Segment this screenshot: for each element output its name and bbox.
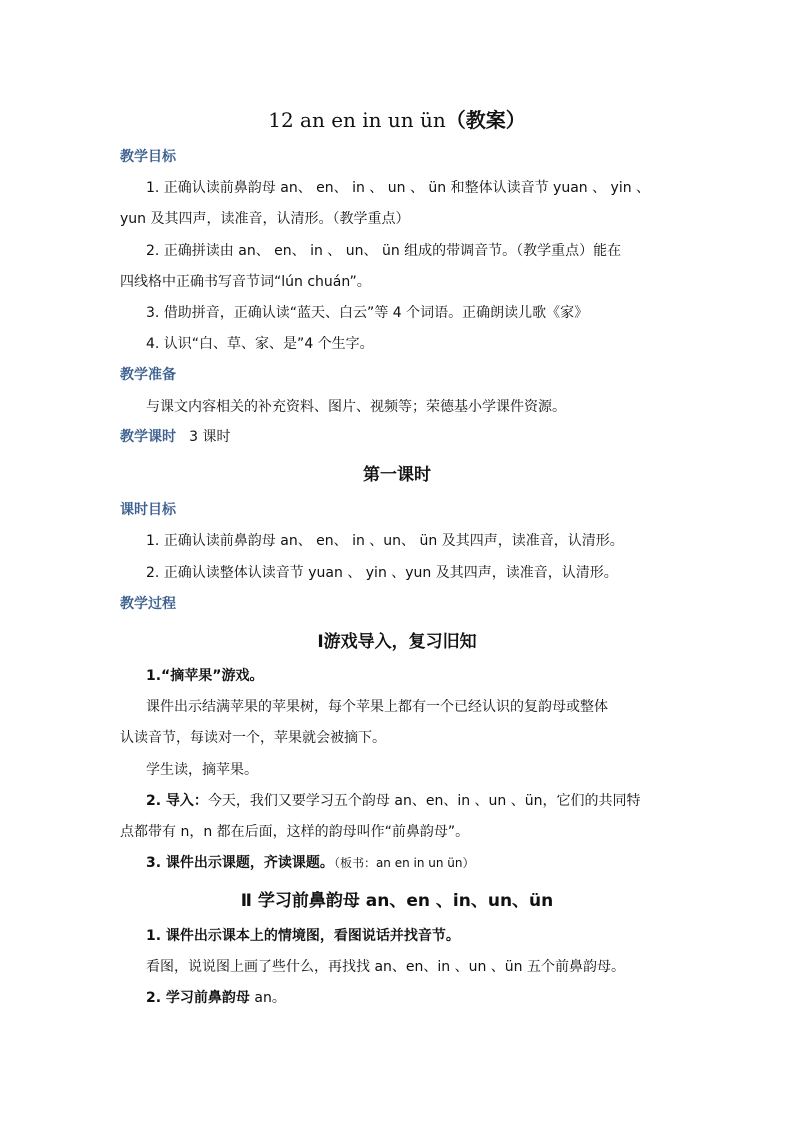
section1-step2-line-2: 点都带有 n，n 都在后面，这样的韵母叫作“前鼻韵母”。: [120, 824, 470, 840]
page-title: [0, 104, 794, 133]
goal-item-3: 3. 借助拼音，正确认读“蓝天、白云”等 4 个词语。正确朗读儿歌《家》: [146, 305, 589, 321]
section1-step1-text-line-1: 课件出示结满苹果的苹果树，每个苹果上都有一个已经认识的复韵母或整体: [146, 699, 608, 715]
hours-heading: 教学课时: [120, 429, 176, 445]
lesson1-title: 第一课时: [363, 465, 431, 485]
lesson1-goals-heading: 课时目标: [120, 502, 176, 518]
section2-step2: [146, 987, 286, 1007]
hours-row: [120, 426, 230, 446]
section1-step2-text: 今天，我们又要学习五个韵母 an、en、in 、un 、ün，它们的共同特: [207, 793, 641, 809]
section2-step2-tail: an。: [249, 990, 286, 1006]
lesson1-goal-1: 1. 正确认读前鼻韵母 an、 en、 in 、un、 ün 及其四声，读准音，认清形。: [146, 533, 624, 549]
lesson1-goal-2: 2. 正确认读整体认读音节 yuan 、 yin 、yun 及其四声，读准音，认清形。: [146, 565, 618, 581]
goals-heading: 教学目标: [120, 149, 176, 165]
section1-step1-text-2: 学生读，摘苹果。: [146, 762, 258, 778]
goal-item-2-line-1: 2. 正确拼读由 an、 en、 in 、 un、 ün 组成的带调音节。（教学重点）能在: [146, 243, 622, 259]
section1-step1-title: 1.“摘苹果”游戏。: [146, 668, 264, 684]
section2-title: Ⅱ 学习前鼻韵母 an、en 、in、un、ün: [240, 891, 554, 911]
process-heading: 教学过程: [120, 596, 176, 612]
section1-step2-line-1: [146, 790, 640, 810]
goal-item-2-line-2: 四线格中正确书写音节词“lún chuán”。: [120, 274, 371, 290]
section2-step1-text: 看图，说说图上画了些什么，再找找 an、en、in 、un 、ün 五个前鼻韵母。: [146, 959, 625, 975]
title-cn: （教案）: [445, 108, 526, 132]
section2-step2-label: 2. 学习前鼻韵母: [146, 990, 250, 1006]
title-latin: 12 an en in un ün: [268, 108, 446, 132]
section1-step2-label: 2. 导入：: [146, 793, 208, 809]
prep-heading: 教学准备: [120, 367, 176, 383]
prep-text: 与课文内容相关的补充资料、图片、视频等；荣德基小学课件资源。: [146, 399, 566, 415]
goal-item-4: 4. 认识“白、草、家、是”4 个生字。: [146, 336, 374, 352]
section2-step1-title: 1. 课件出示课本上的情境图，看图说话并找音节。: [146, 928, 460, 944]
goal-item-1-line-2: yun 及其四声，读准音，认清形。（教学重点）: [120, 211, 410, 227]
hours-value: 3 课时: [189, 429, 231, 445]
goal-item-1-line-1: 1. 正确认读前鼻韵母 an、 en、 in 、 un 、 ün 和整体认读音节 yuan 、 yin 、: [146, 180, 651, 196]
section1-step3-note: （板书：an en in un ün）: [333, 856, 475, 870]
section1-step3: [146, 852, 475, 872]
section1-title: Ⅰ游戏导入，复习旧知: [317, 632, 477, 652]
section1-step1-text-line-2: 认读音节，每读对一个，苹果就会被摘下。: [120, 730, 386, 746]
section1-step3-label: 3. 课件出示课题，齐读课题。: [146, 855, 334, 871]
